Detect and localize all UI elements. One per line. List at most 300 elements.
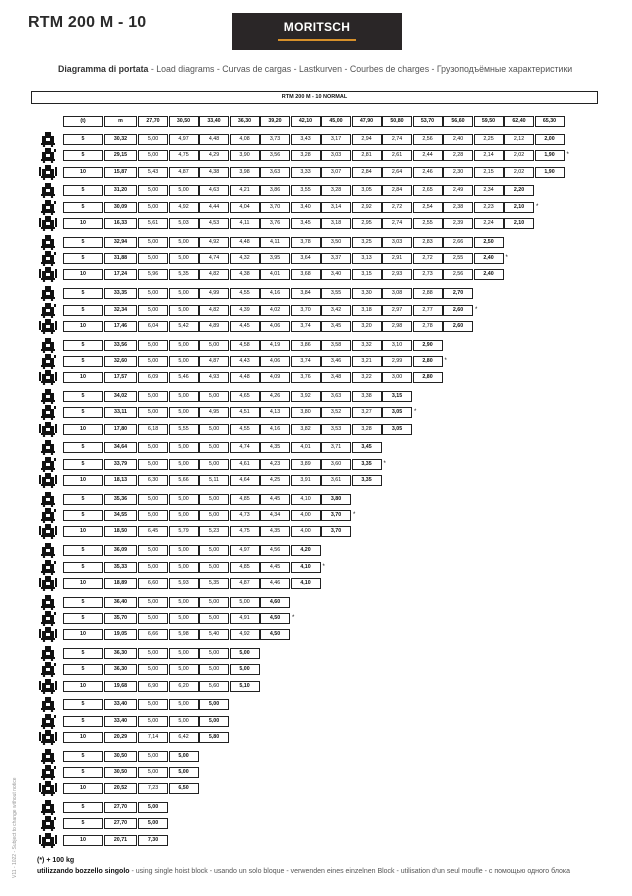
crane-config-icon (38, 266, 58, 282)
load-value-cell: 3,53 (321, 424, 351, 435)
height-cell: 17,80 (104, 424, 137, 435)
load-value-cell: 4,23 (260, 459, 290, 470)
load-value-cell: 5,00 (169, 664, 199, 675)
load-value-cell: 3,61 (321, 475, 351, 486)
load-value-cell: 5,00 (169, 510, 199, 521)
load-value-cell: 3,52 (321, 407, 351, 418)
load-value-cell: 5,00 (199, 562, 229, 573)
load-value-cell: 2,74 (382, 134, 412, 145)
load-value-cell: 2,14 (474, 150, 504, 161)
load-value-cell: 5,35 (199, 578, 229, 589)
load-value-cell: 5,60 (199, 681, 229, 692)
load-value-cell: 4,92 (169, 202, 199, 213)
load-value-cell: 5,00 (138, 597, 168, 608)
capacity-cell: 10 (63, 269, 103, 280)
height-cell: 35,36 (104, 494, 137, 505)
load-value-cell: 4,63 (199, 185, 229, 196)
load-value-cell: 5,00 (199, 613, 229, 624)
crane-config-icon (38, 626, 58, 642)
capacity-cell: 5 (63, 237, 103, 248)
load-value-cell: 5,46 (169, 372, 199, 383)
load-value-cell: 4,87 (230, 578, 260, 589)
load-value-cell: 2,10 (504, 202, 534, 213)
load-value-cell: 5,00 (169, 442, 199, 453)
load-value-cell: 2,60 (443, 321, 473, 332)
load-value-cell: 3,91 (291, 475, 321, 486)
load-value-cell: 3,08 (382, 288, 412, 299)
load-value-cell: 5,00 (169, 288, 199, 299)
load-value-cell: 5,00 (169, 751, 199, 762)
crane-config-icon (38, 337, 58, 353)
load-value-cell: 2,20 (504, 185, 534, 196)
load-value-cell: 3,64 (291, 253, 321, 264)
crane-config-icon (38, 713, 58, 729)
load-value-cell: 3,74 (291, 356, 321, 367)
load-value-cell: 2,99 (382, 356, 412, 367)
load-value-cell: 4,09 (260, 372, 290, 383)
load-value-cell: 4,44 (199, 202, 229, 213)
load-value-cell: 4,64 (230, 475, 260, 486)
header-radius: 62,40 (504, 116, 534, 127)
load-value-cell: 4,39 (230, 305, 260, 316)
load-value-cell: 6,30 (138, 475, 168, 486)
load-value-cell: 3,13 (352, 253, 382, 264)
load-value-cell: 4,01 (291, 442, 321, 453)
load-value-cell: 4,10 (291, 562, 321, 573)
load-value-cell: 2,72 (382, 202, 412, 213)
load-value-cell: 3,03 (382, 237, 412, 248)
load-value-cell: 3,70 (321, 510, 351, 521)
load-value-cell: 5,00 (169, 545, 199, 556)
load-value-cell: 3,40 (321, 269, 351, 280)
load-value-cell: 5,00 (138, 767, 168, 778)
load-value-cell: 3,37 (321, 253, 351, 264)
crane-config-icon (38, 610, 58, 626)
load-value-cell: 5,00 (199, 391, 229, 402)
capacity-cell: 5 (63, 305, 103, 316)
load-value-cell: 2,02 (504, 167, 534, 178)
load-value-cell: 5,00 (138, 751, 168, 762)
load-value-cell: 4,38 (199, 167, 229, 178)
load-value-cell: 6,60 (138, 578, 168, 589)
crane-config-icon (38, 456, 58, 472)
load-value-cell: 5,43 (138, 167, 168, 178)
crane-config-icon (38, 164, 58, 180)
header-radius: 50,80 (382, 116, 412, 127)
load-value-cell: 3,33 (291, 167, 321, 178)
crane-config-icon (38, 559, 58, 575)
load-value-cell: 4,91 (230, 613, 260, 624)
load-value-cell: 4,19 (260, 340, 290, 351)
load-value-cell: 4,53 (199, 218, 229, 229)
load-value-cell: 2,02 (504, 150, 534, 161)
load-value-cell: 6,18 (138, 424, 168, 435)
subtitle-rest: - Load diagrams - Curvas de cargas - Lastkurven - Courbes de charges - Грузоподъёмные характеристики (148, 64, 573, 74)
load-value-cell: 3,70 (260, 202, 290, 213)
height-cell: 18,13 (104, 475, 137, 486)
load-value-cell: 5,00 (169, 237, 199, 248)
star-mark: * (505, 255, 508, 261)
load-value-cell: 5,00 (199, 545, 229, 556)
capacity-cell: 5 (63, 288, 103, 299)
capacity-cell: 5 (63, 253, 103, 264)
load-value-cell: 3,28 (352, 424, 382, 435)
load-value-cell: 4,45 (230, 321, 260, 332)
side-note: V11 - 1022 - Subject to change without notice (12, 777, 18, 878)
crane-config-icon (38, 182, 58, 198)
load-value-cell: 4,10 (291, 578, 321, 589)
crane-config-icon (38, 678, 58, 694)
load-value-cell: 7,23 (138, 783, 168, 794)
height-cell: 30,50 (104, 767, 137, 778)
load-value-cell: 3,71 (321, 442, 351, 453)
load-value-cell: 2,34 (474, 185, 504, 196)
crane-config-icon (38, 575, 58, 591)
load-value-cell: 4,74 (230, 442, 260, 453)
load-value-cell: 5,03 (169, 218, 199, 229)
load-value-cell: 4,85 (230, 494, 260, 505)
load-value-cell: 2,77 (413, 305, 443, 316)
load-value-cell: 3,28 (291, 150, 321, 161)
height-cell: 17,24 (104, 269, 137, 280)
crane-config-icon (38, 780, 58, 796)
load-value-cell: 5,00 (169, 699, 199, 710)
crane-config-icon (38, 404, 58, 420)
load-value-cell: 3,98 (230, 167, 260, 178)
load-value-cell: 5,00 (169, 305, 199, 316)
load-value-cell: 2,83 (413, 237, 443, 248)
load-value-cell: 5,00 (138, 459, 168, 470)
load-value-cell: 3,40 (291, 202, 321, 213)
capacity-cell: 5 (63, 648, 103, 659)
load-value-cell: 4,35 (260, 442, 290, 453)
crane-config-icon (38, 250, 58, 266)
load-value-cell: 4,00 (291, 510, 321, 521)
load-value-cell: 2,28 (443, 150, 473, 161)
load-value-cell: 5,40 (199, 629, 229, 640)
height-cell: 36,40 (104, 597, 137, 608)
load-value-cell: 3,80 (321, 494, 351, 505)
height-cell: 20,71 (104, 835, 137, 846)
capacity-cell: 10 (63, 783, 103, 794)
load-value-cell: 5,80 (199, 732, 229, 743)
load-value-cell: 2,55 (443, 253, 473, 264)
capacity-cell: 10 (63, 475, 103, 486)
load-value-cell: 5,00 (169, 253, 199, 264)
load-value-cell: 5,00 (138, 545, 168, 556)
height-cell: 33,11 (104, 407, 137, 418)
load-value-cell: 4,32 (230, 253, 260, 264)
load-value-cell: 4,02 (260, 305, 290, 316)
load-value-cell: 2,94 (352, 134, 382, 145)
crane-config-icon (38, 815, 58, 831)
load-value-cell: 3,27 (352, 407, 382, 418)
document-title: RTM 200 M - 10 (28, 14, 147, 31)
capacity-cell: 5 (63, 340, 103, 351)
load-value-cell: 2,65 (413, 185, 443, 196)
height-cell: 30,50 (104, 751, 137, 762)
load-value-cell: 3,05 (352, 185, 382, 196)
load-value-cell: 3,73 (260, 134, 290, 145)
crane-config-icon (38, 369, 58, 385)
load-value-cell: 5,00 (199, 459, 229, 470)
load-value-cell: 2,80 (413, 356, 443, 367)
moritsch-logo (232, 13, 402, 50)
capacity-cell: 5 (63, 597, 103, 608)
load-value-cell: 3,86 (260, 185, 290, 196)
capacity-cell: 5 (63, 545, 103, 556)
capacity-cell: 5 (63, 494, 103, 505)
load-value-cell: 3,45 (321, 321, 351, 332)
load-value-cell: 4,95 (199, 407, 229, 418)
capacity-cell: 5 (63, 459, 103, 470)
height-cell: 35,33 (104, 562, 137, 573)
crane-config-icon (38, 832, 58, 848)
header-capacity: (t) (63, 116, 103, 127)
load-value-cell: 4,51 (230, 407, 260, 418)
load-value-cell: 5,00 (138, 818, 168, 829)
load-value-cell: 4,11 (260, 237, 290, 248)
star-mark: * (292, 615, 295, 621)
capacity-cell: 5 (63, 664, 103, 675)
load-value-cell: 3,28 (321, 185, 351, 196)
load-value-cell: 2,23 (474, 202, 504, 213)
crane-config-icon (38, 388, 58, 404)
load-value-cell: 3,55 (291, 185, 321, 196)
crane-config-icon (38, 507, 58, 523)
load-value-cell: 4,92 (199, 237, 229, 248)
load-value-cell: 5,00 (169, 562, 199, 573)
load-value-cell: 6,90 (138, 681, 168, 692)
load-value-cell: 5,00 (169, 340, 199, 351)
footnote-bold: utilizzando bozzello singolo (37, 868, 130, 875)
load-value-cell: 4,48 (230, 237, 260, 248)
load-value-cell: 5,00 (230, 648, 260, 659)
load-value-cell: 3,95 (260, 253, 290, 264)
crane-config-icon (38, 439, 58, 455)
header-radius: 56,60 (443, 116, 473, 127)
crane-config-icon (38, 234, 58, 250)
load-value-cell: 4,50 (260, 613, 290, 624)
capacity-cell: 5 (63, 613, 103, 624)
load-value-cell: 4,65 (230, 391, 260, 402)
load-value-cell: 5,00 (199, 597, 229, 608)
height-cell: 34,02 (104, 391, 137, 402)
load-value-cell: 2,46 (413, 167, 443, 178)
crane-config-icon (38, 421, 58, 437)
load-value-cell: 4,75 (230, 526, 260, 537)
header-radius: 59,50 (474, 116, 504, 127)
crane-config-icon (38, 318, 58, 334)
capacity-cell: 10 (63, 526, 103, 537)
load-value-cell: 4,21 (230, 185, 260, 196)
load-value-cell: 4,20 (291, 545, 321, 556)
load-value-cell: 3,92 (291, 391, 321, 402)
load-value-cell: 3,68 (291, 269, 321, 280)
crane-config-icon (38, 523, 58, 539)
height-cell: 18,89 (104, 578, 137, 589)
crane-config-icon (38, 472, 58, 488)
load-value-cell: 4,45 (260, 494, 290, 505)
capacity-cell: 10 (63, 372, 103, 383)
load-value-cell: 5,00 (138, 150, 168, 161)
load-value-cell: 2,55 (413, 218, 443, 229)
load-value-cell: 3,14 (321, 202, 351, 213)
load-value-cell: 4,58 (230, 340, 260, 351)
crane-config-icon (38, 353, 58, 369)
load-value-cell: 4,92 (230, 629, 260, 640)
load-value-cell: 4,50 (260, 629, 290, 640)
header-radius: 47,90 (352, 116, 382, 127)
load-value-cell: 5,00 (138, 613, 168, 624)
load-value-cell: 3,89 (291, 459, 321, 470)
load-value-cell: 4,29 (199, 150, 229, 161)
load-value-cell: 6,50 (169, 783, 199, 794)
capacity-cell: 5 (63, 802, 103, 813)
header-radius: 27,70 (138, 116, 168, 127)
load-value-cell: 5,00 (138, 648, 168, 659)
load-value-cell: 2,25 (474, 134, 504, 145)
load-value-cell: 4,55 (230, 288, 260, 299)
footnote-single-block (37, 868, 570, 875)
load-value-cell: 7,14 (138, 732, 168, 743)
load-value-cell: 2,50 (474, 237, 504, 248)
height-cell: 33,56 (104, 340, 137, 351)
load-value-cell: 2,44 (413, 150, 443, 161)
load-value-cell: 5,10 (230, 681, 260, 692)
load-value-cell: 2,74 (382, 218, 412, 229)
height-cell: 32,34 (104, 305, 137, 316)
load-value-cell: 5,00 (138, 510, 168, 521)
load-value-cell: 5,00 (169, 494, 199, 505)
crane-config-icon (38, 764, 58, 780)
capacity-cell: 5 (63, 356, 103, 367)
crane-config-icon (38, 661, 58, 677)
load-value-cell: 5,61 (138, 218, 168, 229)
load-value-cell: 3,35 (352, 459, 382, 470)
load-value-cell: 4,99 (199, 288, 229, 299)
load-value-cell: 3,63 (260, 167, 290, 178)
capacity-cell: 5 (63, 442, 103, 453)
load-value-cell: 4,34 (260, 510, 290, 521)
capacity-cell: 5 (63, 391, 103, 402)
load-value-cell: 4,74 (199, 253, 229, 264)
load-value-cell: 6,45 (138, 526, 168, 537)
height-cell: 33,35 (104, 288, 137, 299)
capacity-cell: 5 (63, 185, 103, 196)
logo-underline (278, 39, 356, 41)
capacity-cell: 5 (63, 716, 103, 727)
load-value-cell: 3,20 (352, 321, 382, 332)
height-cell: 15,87 (104, 167, 137, 178)
load-value-cell: 2,97 (382, 305, 412, 316)
load-value-cell: 5,00 (138, 802, 168, 813)
height-cell: 32,94 (104, 237, 137, 248)
load-value-cell: 4,10 (291, 494, 321, 505)
header-radius: 39,20 (260, 116, 290, 127)
height-cell: 30,32 (104, 134, 137, 145)
load-value-cell: 5,00 (169, 391, 199, 402)
star-mark: * (353, 512, 356, 518)
load-value-cell: 4,82 (199, 269, 229, 280)
crane-config-icon (38, 491, 58, 507)
load-value-cell: 2,54 (413, 202, 443, 213)
load-value-cell: 5,00 (138, 237, 168, 248)
load-value-cell: 5,96 (138, 269, 168, 280)
load-value-cell: 3,15 (352, 269, 382, 280)
load-value-cell: 2,24 (474, 218, 504, 229)
load-value-cell: 5,00 (138, 253, 168, 264)
load-value-cell: 5,00 (230, 664, 260, 675)
header-radius: 33,40 (199, 116, 229, 127)
load-value-cell: 2,98 (382, 321, 412, 332)
load-value-cell: 6,42 (169, 732, 199, 743)
load-value-cell: 2,72 (413, 253, 443, 264)
crane-config-icon (38, 542, 58, 558)
load-value-cell: 3,35 (352, 475, 382, 486)
height-cell: 34,55 (104, 510, 137, 521)
footnote: (*) + 100 kg (37, 857, 75, 864)
load-value-cell: 3,70 (291, 305, 321, 316)
crane-config-icon (38, 302, 58, 318)
star-mark: * (322, 564, 325, 570)
load-value-cell: 3,74 (291, 321, 321, 332)
header-radius: 65,30 (535, 116, 565, 127)
load-value-cell: 4,16 (260, 288, 290, 299)
load-value-cell: 4,61 (230, 459, 260, 470)
load-value-cell: 5,00 (138, 562, 168, 573)
capacity-cell: 10 (63, 218, 103, 229)
load-value-cell: 3,15 (382, 391, 412, 402)
load-value-cell: 5,00 (169, 597, 199, 608)
height-cell: 20,29 (104, 732, 137, 743)
load-value-cell: 3,90 (230, 150, 260, 161)
height-cell: 31,20 (104, 185, 137, 196)
load-value-cell: 4,13 (260, 407, 290, 418)
crane-config-icon (38, 594, 58, 610)
load-value-cell: 4,43 (230, 356, 260, 367)
load-value-cell: 4,82 (199, 305, 229, 316)
height-cell: 33,40 (104, 716, 137, 727)
load-value-cell: 3,25 (352, 237, 382, 248)
load-value-cell: 5,23 (199, 526, 229, 537)
load-value-cell: 5,00 (199, 699, 229, 710)
load-value-cell: 2,40 (443, 134, 473, 145)
load-value-cell: 2,90 (413, 340, 443, 351)
load-value-cell: 5,00 (169, 648, 199, 659)
capacity-cell: 5 (63, 134, 103, 145)
load-value-cell: 3,18 (352, 305, 382, 316)
height-cell: 31,88 (104, 253, 137, 264)
load-value-cell: 5,00 (138, 664, 168, 675)
height-cell: 33,79 (104, 459, 137, 470)
load-value-cell: 5,00 (138, 391, 168, 402)
load-value-cell: 4,97 (230, 545, 260, 556)
capacity-cell: 5 (63, 767, 103, 778)
load-value-cell: 4,01 (260, 269, 290, 280)
load-value-cell: 3,03 (321, 150, 351, 161)
load-value-cell: 5,00 (230, 597, 260, 608)
load-value-cell: 5,00 (138, 407, 168, 418)
capacity-cell: 10 (63, 732, 103, 743)
load-value-cell: 6,66 (138, 629, 168, 640)
load-value-cell: 5,00 (199, 648, 229, 659)
load-value-cell: 3,76 (260, 218, 290, 229)
height-cell: 35,70 (104, 613, 137, 624)
load-value-cell: 2,56 (443, 269, 473, 280)
load-value-cell: 2,70 (443, 288, 473, 299)
load-value-cell: 5,00 (199, 664, 229, 675)
